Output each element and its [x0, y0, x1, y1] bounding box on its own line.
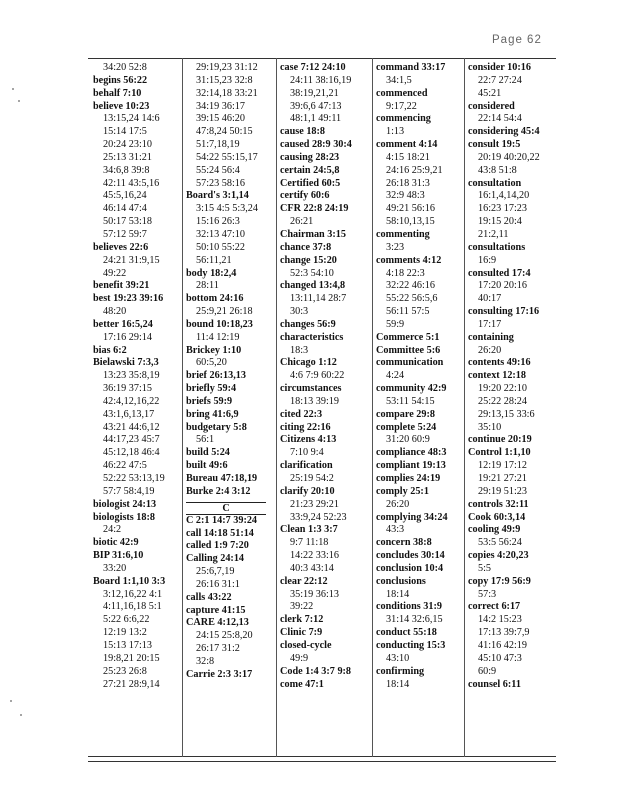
index-page-refs: 57:12 59:7 — [103, 228, 147, 240]
index-term: concern 38:8 — [376, 537, 432, 549]
index-term: consulted 17:4 — [468, 267, 531, 279]
index-page-refs: 39:6,6 47:13 — [290, 100, 342, 112]
index-page-refs: 1:13 — [386, 126, 405, 138]
index-page-refs: 43:8 51:8 — [478, 164, 517, 176]
index-page-refs: 17:16 29:14 — [103, 331, 152, 343]
index-term: conclusions — [376, 575, 426, 587]
index-page-refs: 60:9 — [478, 665, 497, 677]
index-term: briefs 59:9 — [186, 395, 233, 407]
index-page-refs: 3:23 — [386, 241, 405, 253]
index-term: capture 41:15 — [186, 604, 246, 616]
index-term: called 1:9 7:20 — [186, 540, 249, 552]
scan-speck — [20, 714, 22, 716]
index-page-refs: 12:19 17:12 — [478, 460, 527, 472]
index-page-refs: 40:3 43:14 — [290, 562, 334, 574]
index-page-refs: 25:9,21 26:18 — [196, 306, 253, 318]
index-term: best 19:23 39:16 — [93, 293, 164, 305]
scan-speck — [10, 700, 12, 702]
index-term: chance 37:8 — [280, 241, 332, 253]
index-term: change 15:20 — [280, 254, 337, 266]
index-page-refs: 46:14 47:4 — [103, 203, 147, 215]
index-page-refs: 15:14 17:5 — [103, 126, 147, 138]
index-page-refs: 49:9 — [290, 652, 309, 664]
index-page-refs: 5:5 — [478, 562, 492, 574]
index-term: biologists 18:8 — [93, 511, 155, 523]
index-term: citing 22:16 — [280, 421, 331, 433]
index-term: Burke 2:4 3:12 — [186, 485, 251, 497]
index-page-refs: 34:6,8 39:8 — [103, 164, 150, 176]
index-term: briefly 59:4 — [186, 383, 237, 395]
index-term: conduct 55:18 — [376, 627, 437, 639]
index-page-refs: 19:8,21 20:15 — [103, 652, 160, 664]
index-term: consultation — [468, 177, 522, 189]
index-page-refs: 55:22 56:5,6 — [386, 293, 438, 305]
index-page-refs: 49:21 56:16 — [386, 203, 435, 215]
index-page-refs: 25:19 54:2 — [290, 473, 334, 484]
column-divider — [464, 58, 465, 757]
column-divider — [276, 58, 277, 757]
index-page-refs: 54:22 55:15,17 — [196, 151, 258, 163]
index-page-refs: 4:24 — [386, 370, 405, 382]
index-page-refs: 12:19 13:2 — [103, 627, 147, 639]
index-page-refs: 26:16 31:1 — [196, 578, 240, 590]
index-page-refs: 35:10 — [478, 421, 502, 433]
index-page-refs: 24:15 25:8,20 — [196, 630, 253, 642]
index-term: Committee 5:6 — [376, 344, 441, 356]
index-term: C 2:1 14:7 39:24 — [186, 514, 258, 526]
index-term: commenced — [376, 87, 428, 99]
index-page-refs: 18:14 — [386, 678, 410, 690]
index-page-refs: 40:17 — [478, 293, 502, 305]
index-page-refs: 52:22 53:13,19 — [103, 473, 165, 484]
index-term: behalf 7:10 — [93, 87, 142, 99]
index-page-refs: 31:20 60:9 — [386, 434, 430, 446]
index-page-refs: 45:12,18 46:4 — [103, 447, 160, 459]
index-term: complying 34:24 — [376, 511, 448, 523]
index-term: bound 10:18,23 — [186, 318, 253, 330]
index-page-refs: 17:17 — [478, 318, 502, 330]
index-page-refs: 36:19 37:15 — [103, 383, 152, 395]
index-page-refs: 42:4,12,16,22 — [103, 395, 160, 407]
index-term: Cook 60:3,14 — [468, 511, 526, 523]
index-column-5 — [468, 62, 540, 691]
index-term: Bielawski 7:3,3 — [93, 357, 159, 369]
index-page-refs: 43:3 — [386, 524, 405, 536]
column-divider — [182, 58, 183, 757]
index-term: comments 4:12 — [376, 254, 442, 266]
index-term: context 12:18 — [468, 370, 526, 382]
index-page-refs: 26:20 — [478, 344, 502, 356]
index-page-refs: 44:17,23 45:7 — [103, 434, 160, 446]
index-page-refs: 24:11 38:16,19 — [290, 74, 352, 86]
index-column-3 — [280, 62, 352, 691]
index-page-refs: 14:22 33:16 — [290, 550, 339, 562]
index-page-refs: 17:13 39:7,9 — [478, 627, 530, 639]
page-number: Page 62 — [492, 34, 542, 46]
index-page-refs: 45:10 47:3 — [478, 652, 522, 664]
index-page-refs: 9:7 11:18 — [290, 537, 329, 549]
index-page-refs: 27:21 28:9,14 — [103, 678, 160, 690]
index-term: BIP 31:6,10 — [93, 550, 144, 562]
index-term: bias 6:2 — [93, 344, 127, 356]
index-term: build 5:24 — [186, 447, 230, 459]
index-term: causing 28:23 — [280, 151, 340, 163]
index-term: clarification — [280, 460, 333, 472]
index-page-refs: 39:22 — [290, 601, 314, 613]
index-page-refs: 24:2 — [103, 524, 122, 536]
index-page-refs: 13:23 35:8,19 — [103, 370, 160, 382]
scan-speck — [12, 88, 14, 90]
index-page-refs: 43:10 — [386, 652, 410, 664]
index-term: continue 20:19 — [468, 434, 532, 446]
index-page-refs: 20:24 23:10 — [103, 139, 152, 151]
index-term: benefit 39:21 — [93, 280, 150, 292]
index-page-refs: 11:4 12:19 — [196, 331, 240, 343]
index-page-refs: 57:7 58:4,19 — [103, 485, 155, 497]
index-term: calls 43:22 — [186, 591, 232, 603]
index-page-refs: 31:14 32:6,15 — [386, 614, 443, 626]
index-term: command 33:17 — [376, 62, 446, 73]
index-page-refs: 16:23 17:23 — [478, 203, 527, 215]
index-page-refs: 21:2,11 — [478, 228, 509, 240]
index-term: conclusion 10:4 — [376, 562, 444, 574]
index-term: better 16:5,24 — [93, 318, 153, 330]
index-page-refs: 13:15,24 14:6 — [103, 113, 160, 125]
index-page-refs: 25:6,7,19 — [196, 566, 235, 578]
index-term: CFR 22:8 24:19 — [280, 203, 349, 215]
index-term: communication — [376, 357, 444, 369]
index-term: Board 1:1,10 3:3 — [93, 575, 166, 587]
index-page-refs: 19:20 22:10 — [478, 383, 527, 395]
index-page-refs: 42:11 43:5,16 — [103, 177, 160, 189]
index-term: certain 24:5,8 — [280, 164, 340, 176]
index-term: commencing — [376, 113, 431, 125]
index-page-refs: 51:7,18,19 — [196, 139, 240, 151]
index-page-refs: 39:15 46:20 — [196, 113, 245, 125]
index-term: confirming — [376, 665, 425, 677]
index-page-refs: 33:20 — [103, 562, 127, 574]
index-page-refs: 15:13 17:13 — [103, 639, 152, 651]
index-term: characteristics — [280, 331, 344, 343]
index-column-4 — [376, 62, 448, 691]
index-term: Bureau 47:18,19 — [186, 473, 258, 484]
index-page-refs: 53:5 56:24 — [478, 537, 522, 549]
index-term: community 42:9 — [376, 383, 447, 395]
index-page-refs: 58:10,13,15 — [386, 216, 435, 228]
index-term: containing — [468, 331, 514, 343]
index-term: contents 49:16 — [468, 357, 531, 369]
index-page-refs: 9:17,22 — [386, 100, 417, 112]
index-term: consult 19:5 — [468, 139, 521, 151]
index-term: biologist 24:13 — [93, 498, 157, 510]
index-term: conditions 31:9 — [376, 601, 442, 613]
index-page-refs: 43:1,6,13,17 — [103, 408, 155, 420]
index-page-refs: 29:19 51:23 — [478, 485, 527, 497]
index-term: Clinic 7:9 — [280, 627, 323, 639]
index-page-refs: 52:3 54:10 — [290, 267, 334, 279]
index-term: believe 10:23 — [93, 100, 150, 112]
index-page-refs: 34:19 36:17 — [196, 100, 245, 112]
index-page-refs: 45:5,16,24 — [103, 190, 147, 202]
index-frame-bottom — [88, 756, 556, 762]
index-term: bottom 24:16 — [186, 293, 244, 305]
index-page-refs: 29:13,15 33:6 — [478, 408, 535, 420]
index-page-refs: 26:17 31:2 — [196, 643, 240, 655]
index-page-refs: 57:3 — [478, 588, 497, 600]
index-page-refs: 16:1,4,14,20 — [478, 190, 530, 202]
index-term: call 14:18 51:14 — [186, 527, 254, 539]
index-term: come 47:1 — [280, 678, 324, 690]
index-term: consultations — [468, 241, 526, 253]
scan-speck — [18, 100, 20, 102]
index-page-refs: 21:23 29:21 — [290, 498, 339, 510]
index-page-refs: 18:3 — [290, 344, 309, 356]
index-term: Carrie 2:3 3:17 — [186, 668, 253, 680]
index-term: certify 60:6 — [280, 190, 330, 202]
index-page-refs: 20:19 40:20,22 — [478, 151, 540, 163]
index-term: complies 24:19 — [376, 473, 441, 484]
index-page-refs: 53:11 54:15 — [386, 395, 435, 407]
index-term: considered — [468, 100, 515, 112]
index-page-refs: 25:13 31:21 — [103, 151, 152, 163]
index-page-refs: 31:15,23 32:8 — [196, 74, 253, 86]
index-page-refs: 32:9 48:3 — [386, 190, 425, 202]
index-term: controls 32:11 — [468, 498, 529, 510]
index-term: cause 18:8 — [280, 126, 325, 138]
index-column-2 — [186, 62, 266, 682]
index-page-refs: 25:22 28:24 — [478, 395, 527, 407]
index-term: compliance 48:3 — [376, 447, 447, 459]
index-term: Brickey 1:10 — [186, 344, 242, 356]
index-page-refs: 32:13 47:10 — [196, 228, 245, 240]
index-page-refs: 45:21 — [478, 87, 502, 99]
index-page-refs: 56:11,21 — [196, 254, 232, 266]
index-page-refs: 59:9 — [386, 318, 405, 330]
index-page-refs: 35:19 36:13 — [290, 588, 339, 600]
index-page-refs: 55:24 56:4 — [196, 164, 240, 176]
index-term: Citizens 4:13 — [280, 434, 337, 446]
index-term: commenting — [376, 228, 430, 240]
index-page-refs: 57:23 58:16 — [196, 177, 245, 189]
index-page-refs: 60:5,20 — [196, 357, 227, 369]
index-page-refs: 24:21 31:9,15 — [103, 254, 160, 266]
column-divider — [372, 58, 373, 757]
index-page-refs: 26:21 — [290, 216, 314, 228]
index-term: conducting 15:3 — [376, 639, 446, 651]
index-term: biotic 42:9 — [93, 537, 139, 549]
index-page-refs: 3:12,16,22 4:1 — [103, 588, 163, 600]
index-page-refs: 4:18 22:3 — [386, 267, 425, 279]
index-page-refs: 22:7 27:24 — [478, 74, 522, 86]
index-page-refs: 28:11 — [196, 280, 219, 292]
index-page-refs: 7:10 9:4 — [290, 447, 324, 459]
index-page-refs: 4:6 7:9 60:22 — [290, 370, 345, 382]
index-page-refs: 34:20 52:8 — [103, 62, 147, 73]
index-term: cited 22:3 — [280, 408, 323, 420]
index-page-refs: 34:1,5 — [386, 74, 412, 86]
index-term: Chairman 3:15 — [280, 228, 346, 240]
index-term: clarify 20:10 — [280, 485, 335, 497]
index-page-refs: 30:3 — [290, 306, 309, 318]
index-page-refs: 47:8,24 50:15 — [196, 126, 253, 138]
index-page-refs: 26:20 — [386, 498, 410, 510]
index-term: comply 25:1 — [376, 485, 429, 497]
index-page-refs: 18:13 39:19 — [290, 395, 339, 407]
index-page-refs: 14:2 15:23 — [478, 614, 522, 626]
index-term: CARE 4:12,13 — [186, 617, 249, 629]
index-page-refs: 19:21 27:21 — [478, 473, 527, 484]
index-term: caused 28:9 30:4 — [280, 139, 352, 151]
index-page-refs: 38:19,21,21 — [290, 87, 339, 99]
index-term: closed-cycle — [280, 639, 332, 651]
index-term: Board's 3:1,14 — [186, 190, 249, 202]
index-page-refs: 33:9,24 52:23 — [290, 511, 347, 523]
section-letter-heading: C — [186, 502, 266, 515]
index-term: comment 4:14 — [376, 139, 438, 151]
index-page-refs: 56:1 — [196, 434, 215, 446]
index-term: considering 45:4 — [468, 126, 540, 138]
index-term: changes 56:9 — [280, 318, 336, 330]
index-page-refs: 32:14,18 33:21 — [196, 87, 258, 99]
index-page-refs: 4:15 18:21 — [386, 151, 430, 163]
index-page-refs: 49:22 — [103, 267, 127, 279]
index-term: built 49:6 — [186, 460, 228, 472]
index-page-refs: 22:14 54:4 — [478, 113, 522, 125]
index-page-refs: 25:23 26:8 — [103, 665, 147, 677]
index-page-refs: 50:10 55:22 — [196, 241, 245, 253]
index-term: compliant 19:13 — [376, 460, 446, 472]
index-page-refs: 43:21 44:6,12 — [103, 421, 160, 433]
index-page-refs: 48:20 — [103, 306, 127, 318]
index-term: Calling 24:14 — [186, 553, 245, 565]
index-page-refs: 16:9 — [478, 254, 497, 266]
index-term: begins 56:22 — [93, 74, 148, 86]
index-page-refs: 17:20 20:16 — [478, 280, 527, 292]
index-page-refs: 48:1,1 49:11 — [290, 113, 342, 125]
index-term: bring 41:6,9 — [186, 408, 239, 420]
index-page-refs: 4:11,16,18 5:1 — [103, 601, 162, 613]
index-term: complete 5:24 — [376, 421, 437, 433]
index-term: correct 6:17 — [468, 601, 521, 613]
index-page-refs: 15:16 26:3 — [196, 216, 240, 228]
index-term: Clean 1:3 3:7 — [280, 524, 338, 536]
index-page-refs: 32:22 46:16 — [386, 280, 435, 292]
index-page-refs: 46:22 47:5 — [103, 460, 147, 472]
index-term: compare 29:8 — [376, 408, 435, 420]
index-page-refs: 19:15 20:4 — [478, 216, 522, 228]
index-term: cooling 49:9 — [468, 524, 521, 536]
index-page-refs: 5:22 6:6,22 — [103, 614, 150, 626]
index-term: Control 1:1,10 — [468, 447, 531, 459]
index-term: changed 13:4,8 — [280, 280, 346, 292]
index-term: Commerce 5:1 — [376, 331, 440, 343]
index-term: concludes 30:14 — [376, 550, 445, 562]
index-page-refs: 41:16 42:19 — [478, 639, 527, 651]
index-term: believes 22:6 — [93, 241, 149, 253]
index-column-1 — [93, 62, 165, 691]
index-term: consider 10:16 — [468, 62, 531, 73]
index-page-refs: 13:11,14 28:7 — [290, 293, 347, 305]
index-term: Chicago 1:12 — [280, 357, 337, 369]
index-page-refs: 18:14 — [386, 588, 410, 600]
index-page-refs: 32:8 — [196, 655, 215, 667]
index-page-refs: 50:17 53:18 — [103, 216, 152, 228]
index-page-refs: 24:16 25:9,21 — [386, 164, 443, 176]
index-term: body 18:2,4 — [186, 267, 237, 279]
index-term: budgetary 5:8 — [186, 421, 247, 433]
index-page-refs: 29:19,23 31:12 — [196, 62, 258, 73]
index-term: copy 17:9 56:9 — [468, 575, 531, 587]
index-page-refs: 56:11 57:5 — [386, 306, 430, 318]
index-term: brief 26:13,13 — [186, 370, 246, 382]
index-term: consulting 17:16 — [468, 306, 540, 318]
index-term: counsel 6:11 — [468, 678, 521, 690]
index-page-refs: 26:18 31:3 — [386, 177, 430, 189]
index-term: clear 22:12 — [280, 575, 328, 587]
index-term: circumstances — [280, 383, 342, 395]
index-term: case 7:12 24:10 — [280, 62, 346, 73]
index-term: Code 1:4 3:7 9:8 — [280, 665, 352, 677]
index-term: clerk 7:12 — [280, 614, 324, 626]
index-page-refs: 3:15 4:5 5:3,24 — [196, 203, 258, 215]
index-term: copies 4:20,23 — [468, 550, 529, 562]
index-term: Certified 60:5 — [280, 177, 341, 189]
